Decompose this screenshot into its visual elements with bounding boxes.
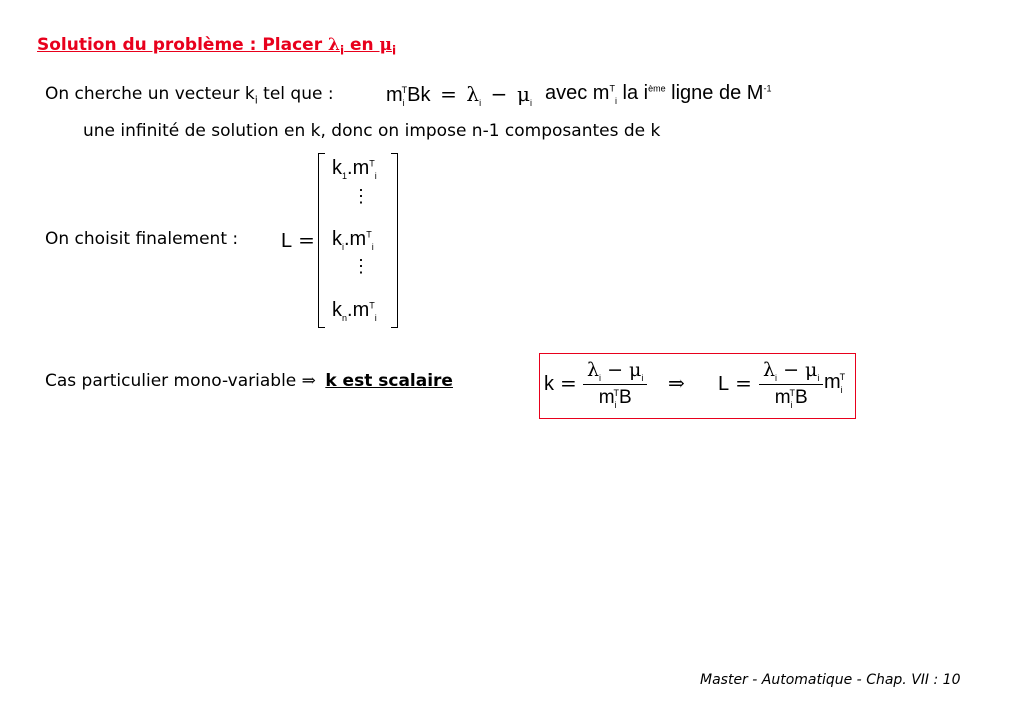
matrix-L: [318, 153, 398, 328]
matrix-L-label: L =: [281, 228, 315, 252]
boxed-k-label: k =: [544, 371, 577, 395]
slide-title: Solution du problème : Placer $\lambda_i$ en $\mu_i$: [37, 35, 397, 58]
equation-condition: $m_i^TBk = \lambda_i - \mu_i$: [386, 82, 532, 108]
vertical-dots: ⋮: [352, 186, 370, 207]
line-particular-case: Cas particulier mono-variable ⇒ k est scalaire: [45, 371, 453, 391]
fraction-L: $\lambda_i - \mu_i$ $m_i^TB$: [759, 359, 823, 409]
line-final-choice: On choisit finalement :: [45, 229, 239, 249]
fraction-k: $\lambda_i - \mu_i$ $m_i^TB$: [583, 359, 647, 409]
footer: Master - Automatique - Chap. VII : 10: [700, 672, 961, 688]
boxed-formula: [539, 353, 856, 419]
boxed-L-label: L =: [718, 371, 752, 395]
line-infinite-solutions: une infinité de solution en k, donc on impose n-1 composantes de k: [83, 121, 661, 141]
line-search-vector: On cherche un vecteur $k_i$ tel que :: [45, 84, 334, 107]
boxed-tail-m: $m_i^T$: [824, 371, 846, 395]
left-bracket: [318, 153, 325, 328]
matrix-row-i: $k_i.m^T_i$: [332, 228, 374, 252]
right-bracket: [391, 153, 398, 328]
matrix-row-n: $k_n.m^T_i$: [332, 299, 377, 323]
equation-definition: avec $m^T_i$ la $i^{ème}$ ligne de $M^{-1}$: [545, 82, 772, 106]
implies-symbol: ⇒: [668, 371, 685, 395]
vertical-dots: ⋮: [352, 256, 370, 277]
matrix-row-1: $k_1.m^T_i$: [332, 157, 377, 181]
